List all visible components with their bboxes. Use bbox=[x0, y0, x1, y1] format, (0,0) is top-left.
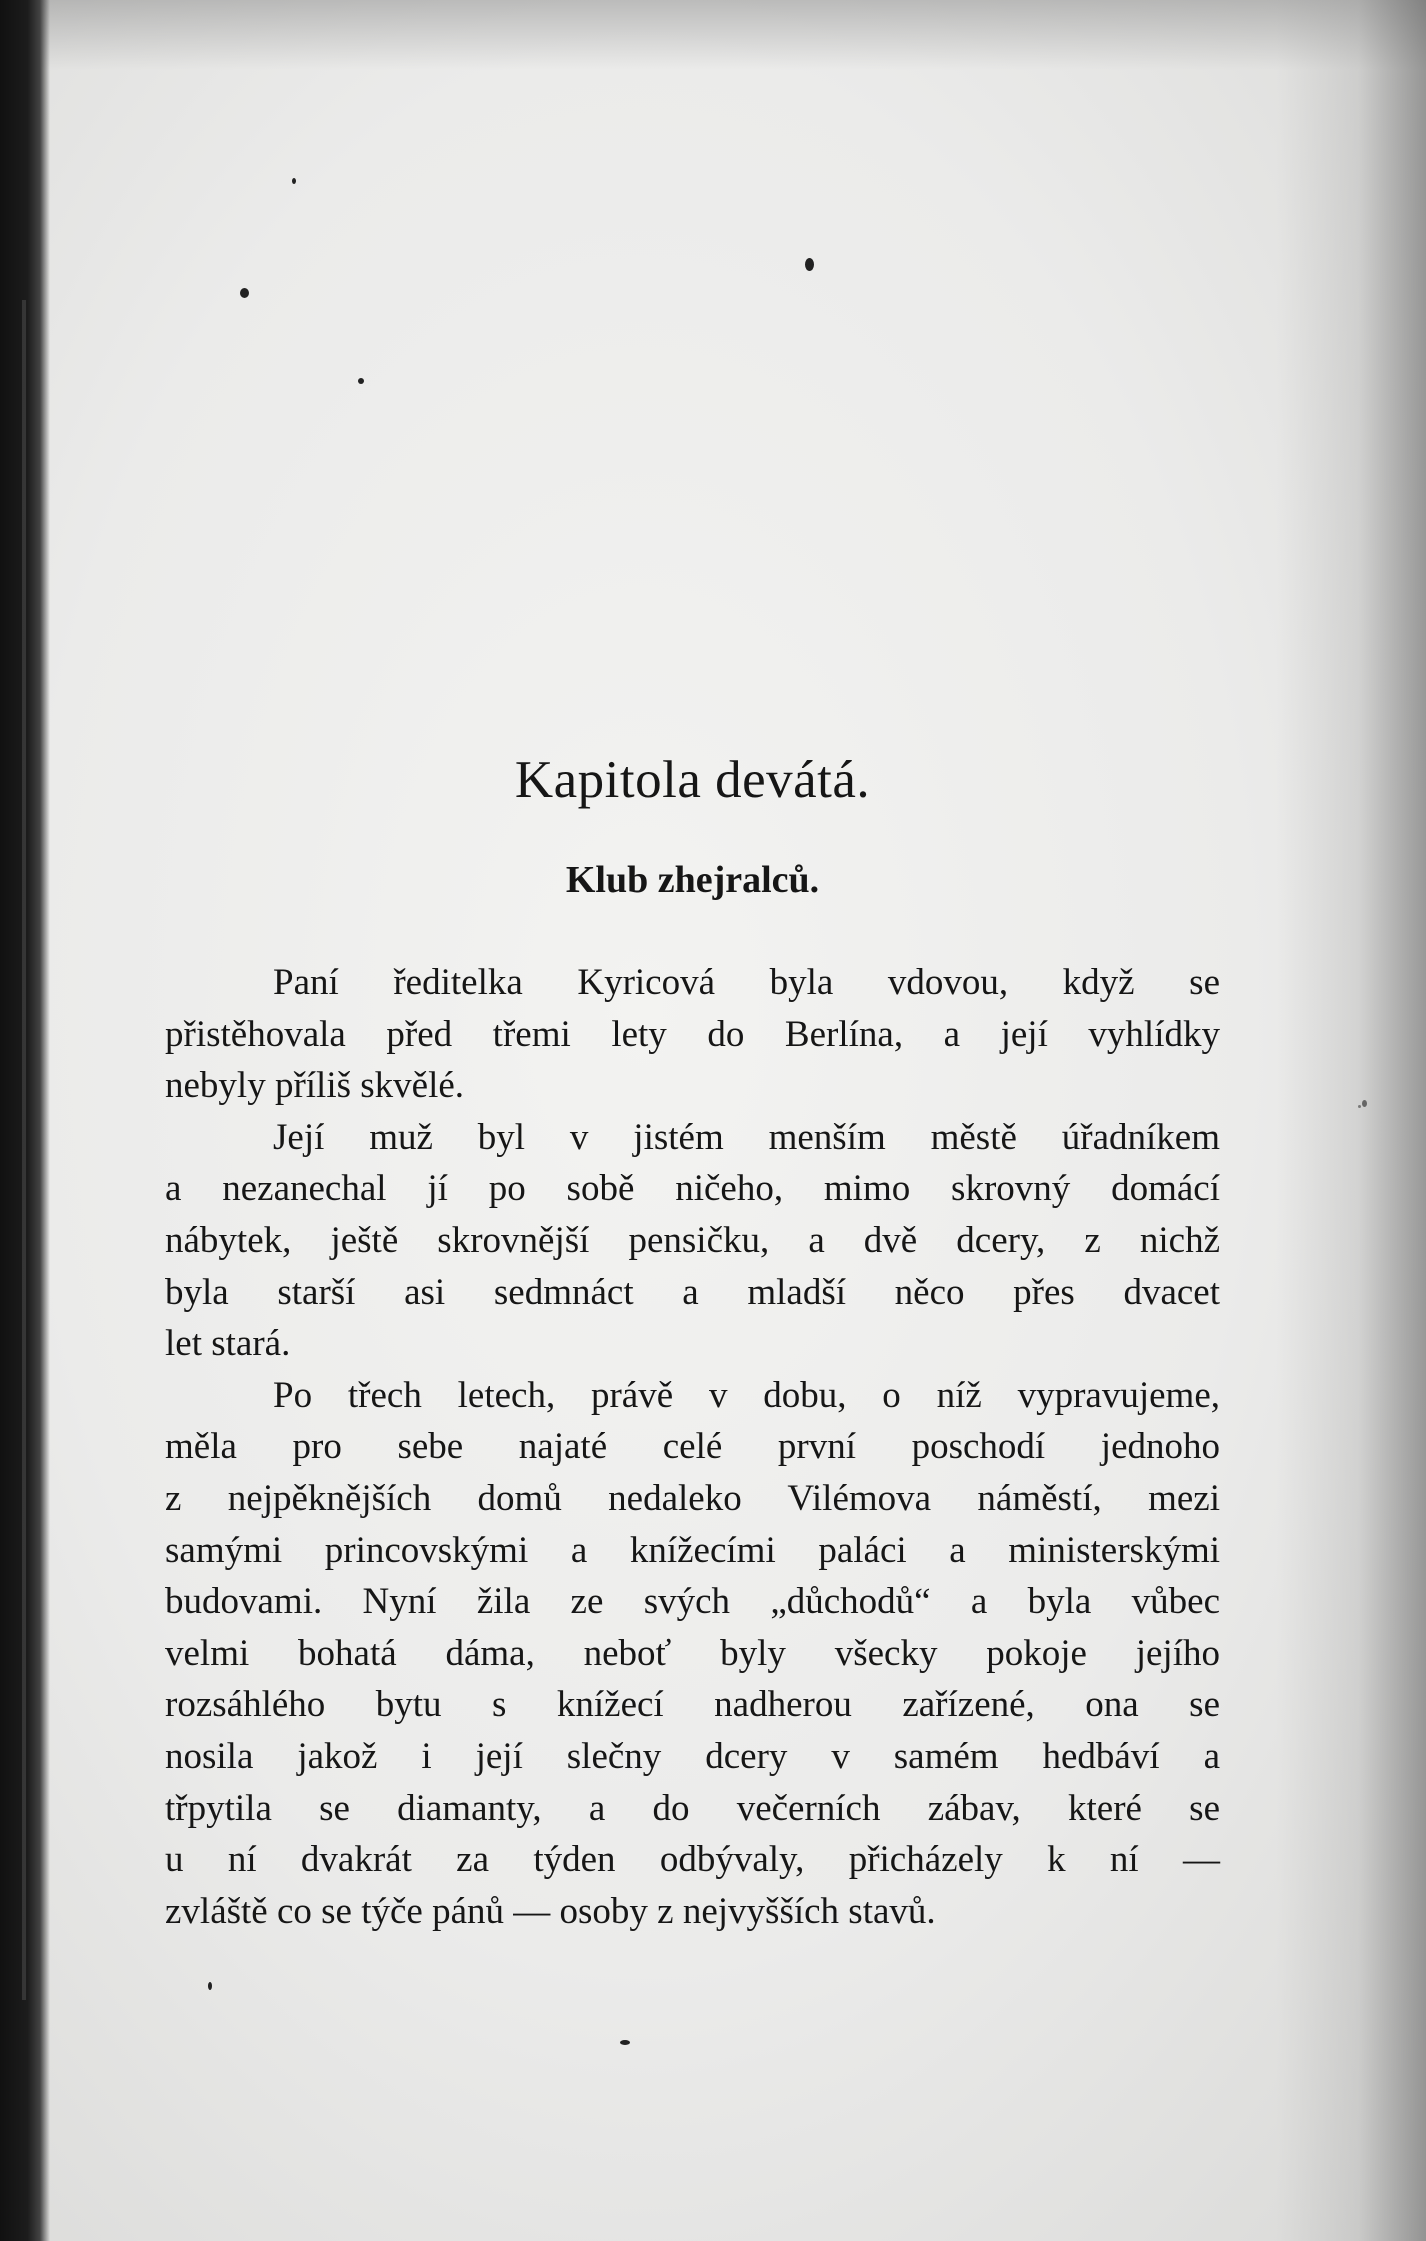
text-line: samými princovskými a knížecími paláci a ministerskými bbox=[165, 1529, 1220, 1571]
text-line: byla starší asi sedmnáct a mladší něco přes dvacet bbox=[165, 1271, 1220, 1313]
text-line: zvláště co se týče pánů — osoby z nejvyšších stavů. bbox=[165, 1890, 936, 1932]
text-line: přistěhovala před třemi lety do Berlína, a její vyhlídky bbox=[165, 1013, 1220, 1055]
chapter-body bbox=[165, 957, 1220, 1937]
text-line: nábytek, ještě skrovnější pensičku, a dvě dcery, z nichž bbox=[165, 1219, 1220, 1261]
scan-speck bbox=[805, 258, 814, 271]
scan-speck bbox=[240, 288, 249, 298]
text-line: nebyly příliš skvělé. bbox=[165, 1065, 465, 1107]
text-line: třpytila se diamanty, a do večerních zábav, které se bbox=[165, 1787, 1220, 1829]
scan-speck bbox=[208, 1982, 212, 1990]
text-line: budovami. Nyní žila ze svých „důchodů“ a byla vůbec bbox=[165, 1581, 1220, 1623]
chapter-subtitle: Klub zhejralců. bbox=[565, 859, 820, 901]
scan-shadow-right bbox=[1276, 0, 1426, 2241]
scan-speck bbox=[1362, 1100, 1367, 1107]
text-line: z nejpěknějších domů nedaleko Vilémova náměstí, mezi bbox=[165, 1477, 1220, 1519]
text-line: u ní dvakrát za týden odbývaly, přicházely k ní — bbox=[165, 1839, 1220, 1881]
text-line: Po třech letech, právě v dobu, o níž vypravujeme, bbox=[273, 1374, 1220, 1416]
text-line: a nezanechal jí po sobě ničeho, mimo skrovný domácí bbox=[165, 1168, 1220, 1210]
scan-shadow-top bbox=[0, 0, 1426, 70]
text-line: nosila jakož i její slečny dcery v samém hedbáví a bbox=[165, 1735, 1220, 1777]
scan-speck bbox=[292, 178, 296, 184]
chapter-title: Kapitola devátá. bbox=[514, 751, 871, 809]
text-line: velmi bohatá dáma, neboť byly všecky pokoje jejího bbox=[165, 1632, 1220, 1674]
text-line: Paní ředitelka Kyricová byla vdovou, když se bbox=[273, 962, 1220, 1003]
scan-border-streak bbox=[22, 300, 26, 2000]
scan-speck bbox=[1358, 1105, 1361, 1108]
text-line: rozsáhlého bytu s knížecí nadherou zařízené, ona se bbox=[165, 1684, 1220, 1726]
text-line: měla pro sebe najaté celé první poschodí jednoho bbox=[165, 1426, 1220, 1468]
text-line: Její muž byl v jistém menším městě úřadníkem bbox=[273, 1116, 1220, 1158]
scan-speck bbox=[358, 378, 364, 384]
scan-speck bbox=[620, 2040, 630, 2045]
text-line: let stará. bbox=[165, 1323, 291, 1365]
